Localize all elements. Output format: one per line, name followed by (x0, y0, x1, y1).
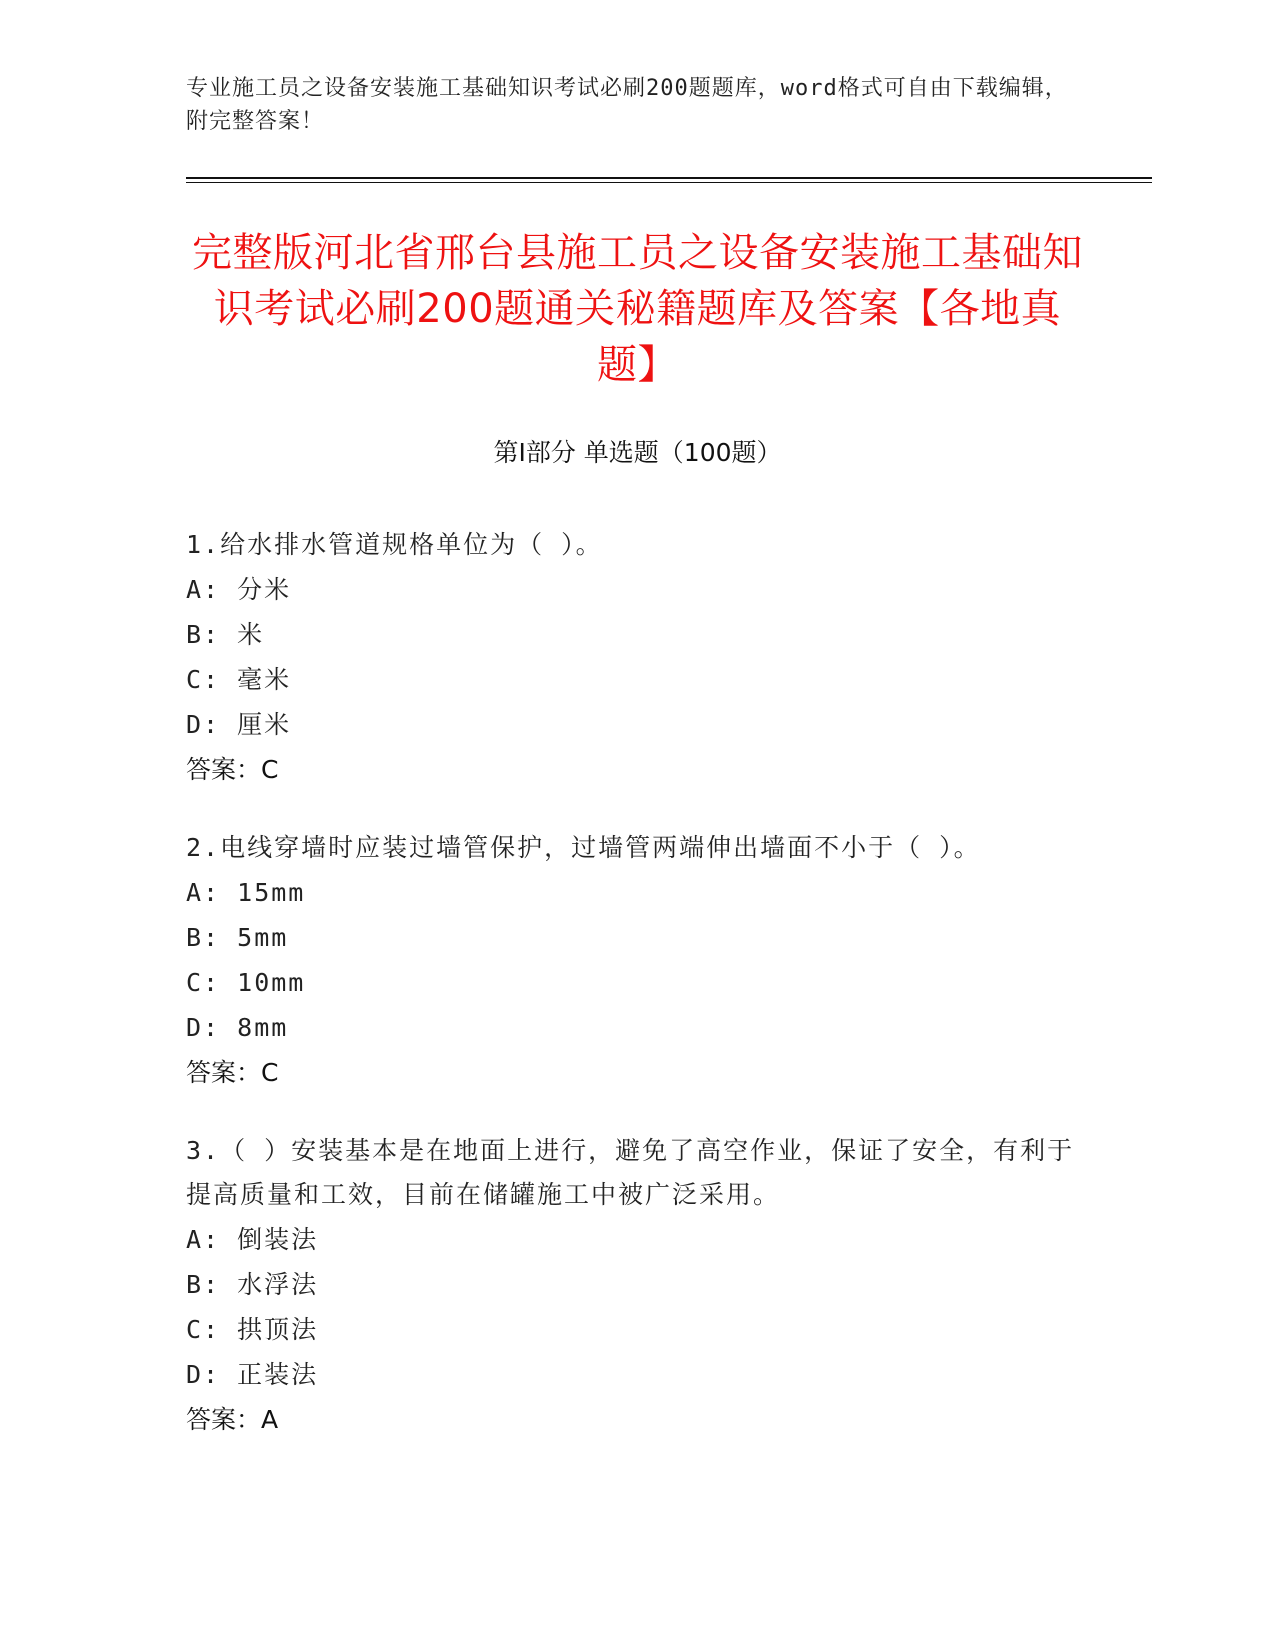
option-c: C: 10mm (186, 968, 306, 997)
question-stem: 1.给水排水管道规格单位为（ ）。 (186, 530, 603, 559)
option-a: A: 15mm (186, 878, 306, 907)
option-d: D: 厘米 (186, 710, 292, 739)
header-divider-thick (186, 177, 1152, 179)
header-note: 专业施工员之设备安装施工基础知识考试必刷200题题库，word格式可自由下载编辑，附完整答案！ (186, 76, 1068, 134)
option-b: B: 5mm (186, 923, 289, 952)
answer: 答案：C (186, 1058, 279, 1087)
question-1 (186, 523, 1086, 792)
option-a: A: 倒装法 (186, 1225, 319, 1254)
answer: 答案：A (186, 1405, 279, 1434)
option-d: D: 8mm (186, 1013, 289, 1042)
question-stem: 2.电线穿墙时应装过墙管保护，过墙管两端伸出墙面不小于（ ）。 (186, 833, 981, 862)
answer: 答案：C (186, 755, 279, 784)
option-b: B: 水浮法 (186, 1270, 319, 1299)
document-title: 完整版河北省邢台县施工员之设备安装施工基础知识考试必刷200题通关秘籍题库及答案【各地真题】 (192, 230, 1083, 388)
question-2 (186, 826, 1086, 1095)
option-b: B: 米 (186, 620, 265, 649)
header-divider-thin (186, 182, 1152, 183)
option-d: D: 正装法 (186, 1360, 319, 1389)
question-3 (186, 1129, 1086, 1442)
question-list (186, 523, 1086, 1476)
section-title: 第Ⅰ部分 单选题（100题） (493, 438, 782, 467)
option-c: C: 拱顶法 (186, 1315, 319, 1344)
question-stem: 3.（ ）安装基本是在地面上进行，避免了高空作业，保证了安全，有利于提高质量和工效，目前在储罐施工中被广泛采用。 (186, 1136, 1075, 1209)
option-c: C: 毫米 (186, 665, 292, 694)
option-a: A: 分米 (186, 575, 292, 604)
